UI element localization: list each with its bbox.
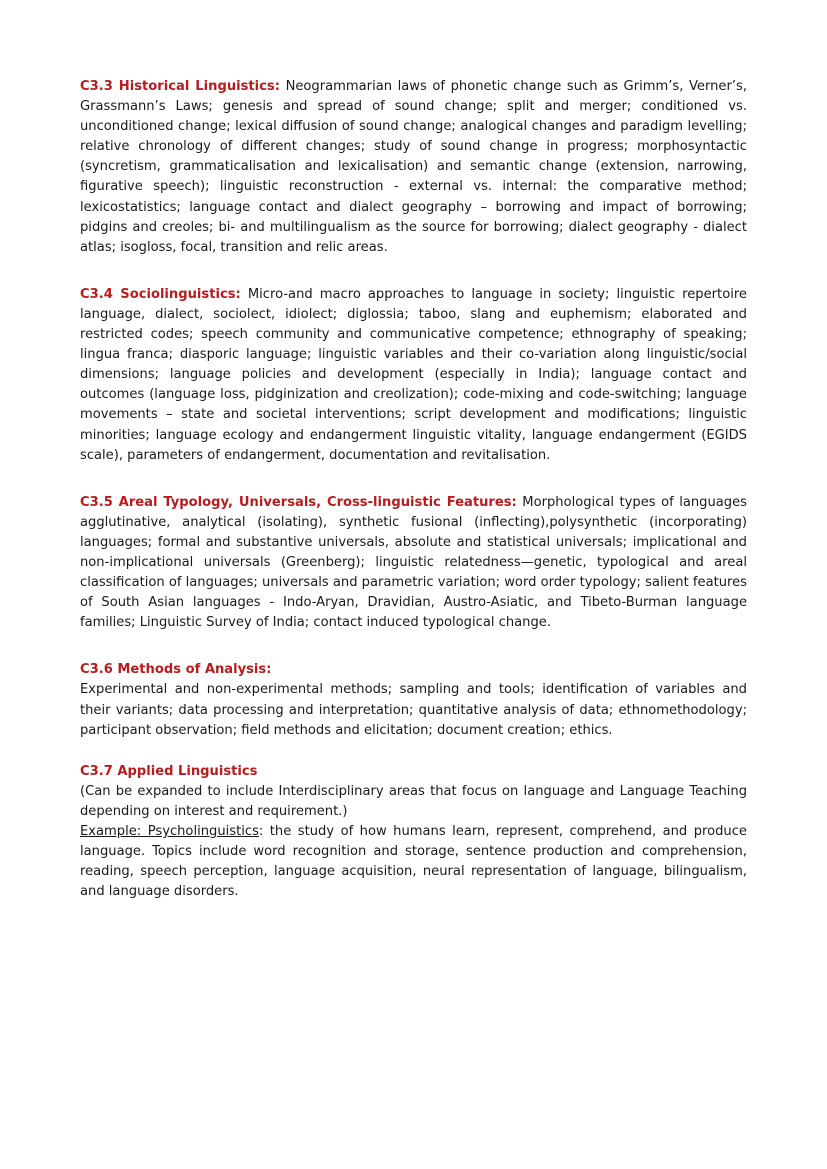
section-methods-of-analysis [80,660,747,740]
document-page [80,77,747,902]
section-body: (Can be expanded to include Interdisciplinary areas that focus on language and Language Teaching depending on interest and requirement.) [80,783,747,819]
heading-colon: : [274,79,280,94]
heading-colon: : [235,286,241,302]
section-body: Neogrammarian laws of phonetic change such as Grimm’s, Verner’s, Grassmann’s Laws; genesis and spread of sound change; split and merger; conditioned vs. unconditioned change; lexical diffusion of sound change; analogical changes and paradigm levelling; relative chronology of different changes; study of sound change in progress; morphosyntactic (syncretism, grammaticalisation and lexicalisation) and semantic change (extension, narrowing, figurative speech); linguistic reconstruction - external vs. internal: the comparative method; lexicostatistics; language contact and dialect geography – borrowing and impact of borrowing; pidgins and creoles; bi- and multilingualism as the source for borrowing; dialect geography - dialect atlas; isogloss, focal, transition and relic areas. [80,79,747,255]
section-applied-linguistics [80,762,747,903]
section-heading: C3.7 Applied Linguistics [80,763,258,779]
section-sociolinguistics [80,285,747,466]
section-areal-typology [80,493,747,634]
section-body: Morphological types of languages agglutinative, analytical (isolating), synthetic fusional (inflecting),polysynthetic (incorporating) languages; formal and substantive universals, absolute and statistical universals; implicational and non-implicational universals (Greenberg); linguistic relatedness—genetic, typological and areal classification of languages; universals and parametric variation; word order typology; salient features of South Asian languages - Indo-Aryan, Dravidian, Austro-Asiatic, and Tibeto-Burman language families; Linguistic Survey of India; contact induced typological change. [80,494,748,631]
example-paragraph [80,822,747,902]
section-heading: C3.4 Sociolinguistics [80,286,236,302]
section-heading: C3.3 Historical Linguistics [80,79,275,94]
heading-colon: : [511,494,517,510]
section-body: Micro-and macro approaches to language in society; linguistic repertoire language, dialect, sociolect, idiolect; diglossia; taboo, slang and euphemism; elaborated and restricted codes; speech community and communicative competence; ethnography of speaking; lingua franca; diasporic language; linguistic variables and their co-variation along linguistic/social dimensions; language policies and development (especially in India); language contact and outcomes (language loss, pidginization and creolization); code-mixing and code-switching; language movements – state and societal interventions; script development and modifications; linguistic minorities; language ecology and endangerment linguistic vitality, language endangerment (EGIDS scale), parameters of endangerment, documentation and revitalisation. [80,286,747,463]
section-heading: C3.6 Methods of Analysis: [80,662,272,678]
section-heading: C3.5 Areal Typology, Universals, Cross-linguistic Features [80,494,512,510]
example-label: Example: Psycholinguistics [80,824,259,839]
section-historical-linguistics [80,77,747,258]
example-body: : the study of how humans learn, represent, comprehend, and produce language. Topics include word recognition and storage, sentence production and comprehension, reading, speech perception, language acquisition, neural representation of language, bilingualism, and language disorders. [80,824,747,900]
section-body: Experimental and non-experimental methods; sampling and tools; identification of variables and their variants; data processing and interpretation; quantitative analysis of data; ethnomethodology; participant observation; field methods and elicitation; document creation; ethics. [80,682,747,738]
